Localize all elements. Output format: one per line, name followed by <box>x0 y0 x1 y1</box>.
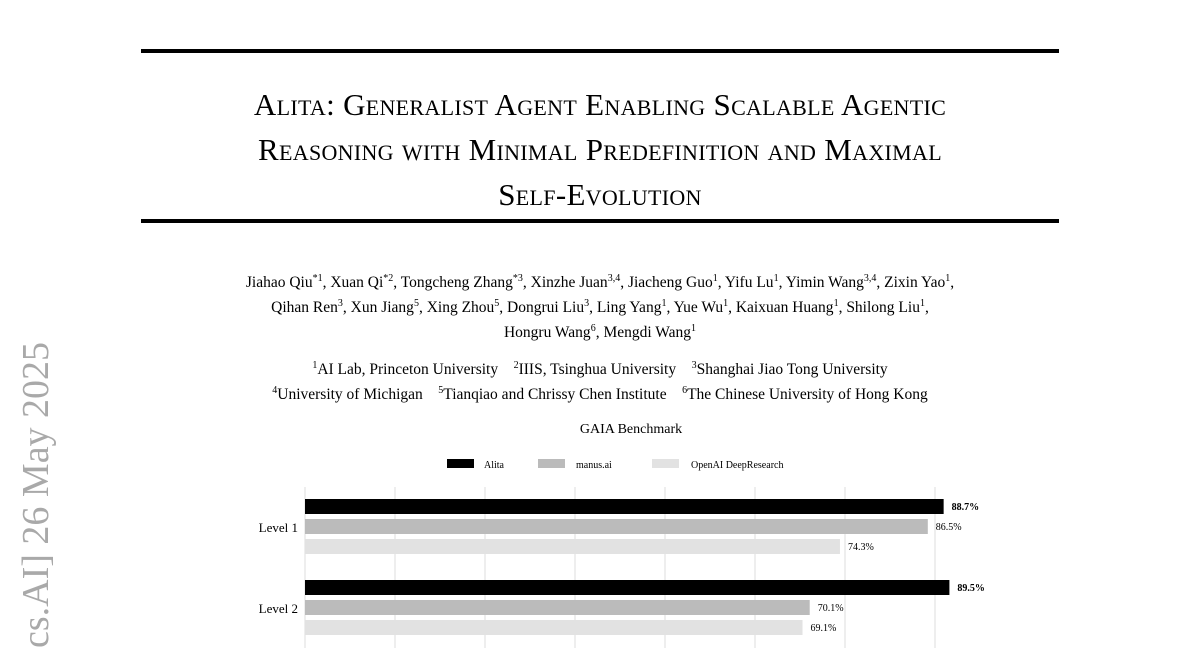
data-label: 88.7% <box>951 502 980 513</box>
data-label: 70.1% <box>817 603 844 614</box>
bar <box>305 499 944 514</box>
title-line: Reasoning with Minimal Predefinition and Maximal <box>258 132 942 167</box>
data-label: 69.1% <box>810 623 837 634</box>
bar <box>305 539 840 554</box>
bar <box>305 600 810 615</box>
legend-label: manus.ai <box>576 460 612 471</box>
author-line: Hongru Wang$^6$, Mengdi Wang$^1$ <box>503 323 697 342</box>
arxiv-stamp: cs.AI] 26 May 2025 <box>15 341 57 648</box>
chart-bars <box>259 499 985 635</box>
chart-legend <box>447 459 783 471</box>
bar <box>305 580 949 595</box>
legend-swatch <box>652 459 679 468</box>
data-label: 86.5% <box>935 522 962 533</box>
legend-swatch <box>447 459 474 468</box>
author-line: Jiahao Qiu$^{*1}$, Xuan Qi$^{*2}$, Tongcheng Zhang$^{*3}$, Xinzhe Juan$^{3,4}$, Jiacheng Guo$^1$, Yifu Lu$^1$, Yimin Wang$^{3,4}$, Zixin Yao$^1$, <box>245 273 955 292</box>
legend-label: OpenAI DeepResearch <box>691 460 784 471</box>
legend-label: Alita <box>484 460 504 471</box>
category-label: Level 2 <box>258 601 298 616</box>
title-line: Self-Evolution <box>498 177 702 212</box>
affiliation-line: $^4$University of Michigan $^5$Tianqiao and Chrissy Chen Institute $^6$The Chinese University of Hong Kong <box>272 385 928 404</box>
category-label: Level 1 <box>258 520 298 535</box>
affiliation-line: $^1$AI Lab, Princeton University $^2$IIIS, Tsinghua University $^3$Shanghai Jiao Tong University <box>312 360 888 379</box>
title-line: Alita: Generalist Agent Enabling Scalable Agentic <box>253 87 947 122</box>
bar <box>305 620 803 635</box>
data-label: 74.3% <box>847 542 874 553</box>
legend-swatch <box>538 459 565 468</box>
chart-title: GAIA Benchmark <box>579 422 683 437</box>
data-label: 89.5% <box>957 583 985 594</box>
author-line: Qihan Ren$^3$, Xun Jiang$^5$, Xing Zhou$^5$, Dongrui Liu$^3$, Ling Yang$^1$, Yue Wu$^1$, Kaixuan Huang$^1$, Shilong Liu$^1$, <box>271 298 929 317</box>
bar <box>305 519 928 534</box>
